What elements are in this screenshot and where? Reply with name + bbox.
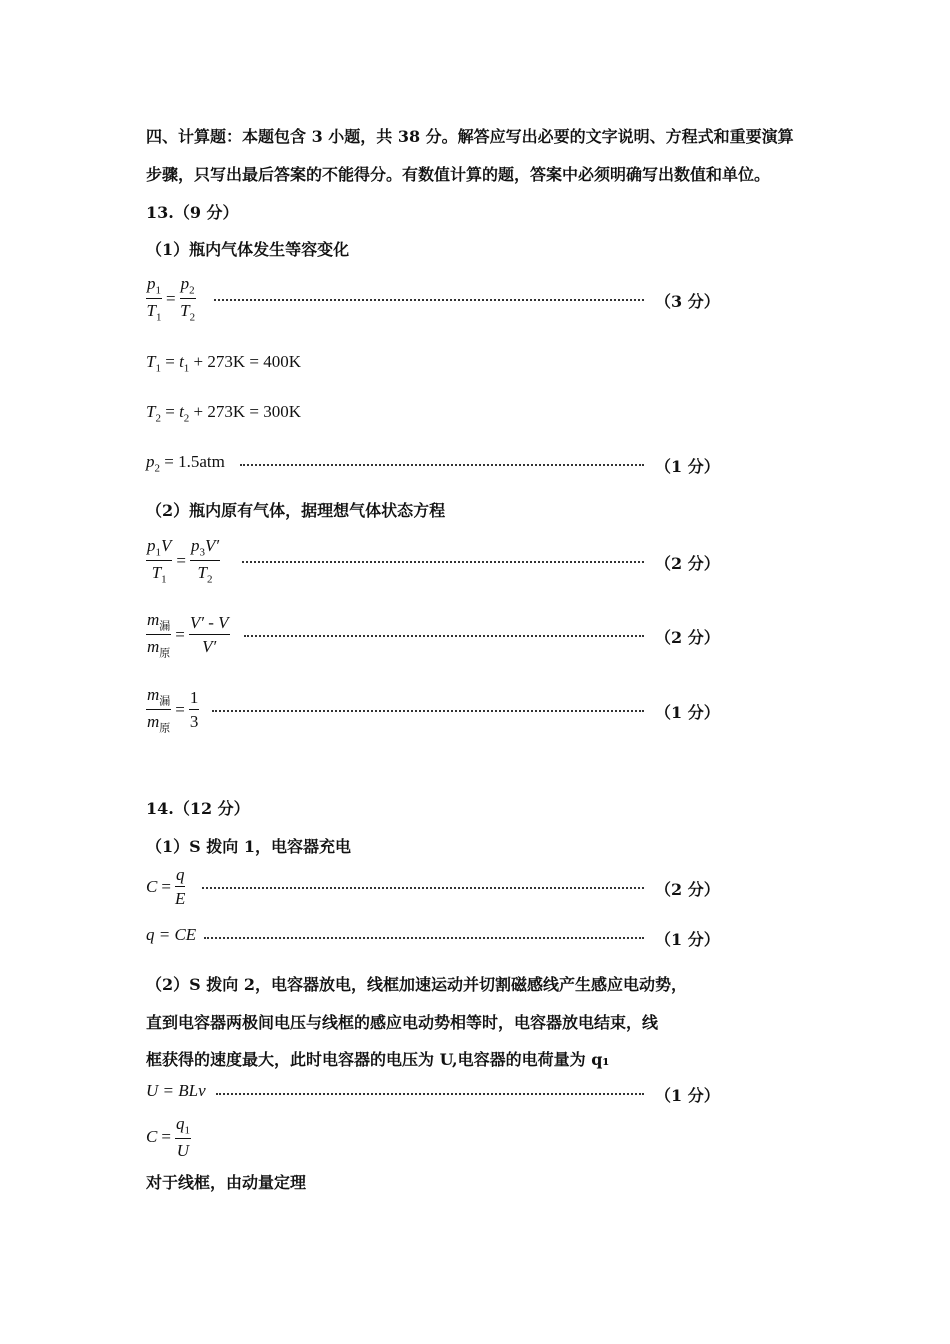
leader-dots: [214, 287, 644, 301]
q13-eq1-score: （3 分）: [655, 292, 720, 311]
q13-eq4: $p_2 = 1.5atm$: [146, 452, 225, 475]
q14-eq1-score: （2 分）: [655, 880, 720, 899]
orig-sub: 原: [159, 647, 171, 660]
one: 1: [189, 688, 200, 710]
q14-part2-line2: 直到电容器两极间电压与线框的感应电动势相等时，电容器放电结束，线: [146, 1013, 659, 1032]
leader-dots: [204, 925, 644, 939]
q14-header: 14.（12 分）: [146, 799, 250, 818]
section-title-line1: 四、计算题：本题包含 3 小题，共 38 分。解答应写出必要的文字说明、方程式和重要演算: [146, 127, 794, 146]
q14-part2-line3: 框获得的速度最大，此时电容器的电压为 U,电容器的电荷量为 q₁: [146, 1050, 610, 1069]
q13-part2: （2）瓶内原有气体，据理想气体状态方程: [146, 501, 446, 520]
q13-eq6: $\frac{m_漏}{m_原}$ = $\frac{V' - V}{V'}$: [147, 609, 229, 660]
q13-eq3-value: + 273K = 300K: [193, 402, 302, 421]
leader-dots: [242, 549, 644, 563]
q14-last-line: 对于线框，由动量定理: [146, 1173, 307, 1192]
leader-dots: [244, 623, 644, 637]
q13-eq6-score: （2 分）: [655, 628, 720, 647]
q14-part2-line1: （2）S 拨向 2，电容器放电，线框加速运动并切割磁感线产生感应电动势，: [146, 975, 687, 994]
section-title-line2: 步骤，只写出最后答案的不能得分。有数值计算的题，答案中必须明确写出数值和单位。: [146, 165, 771, 184]
q14-eq2-score: （1 分）: [655, 930, 720, 949]
orig-sub: 原: [159, 722, 171, 735]
leader-dots: [212, 698, 644, 712]
q14-eq1: C = $\frac{q}{E}$: [146, 865, 186, 908]
q14-eq3-score: （1 分）: [655, 1086, 720, 1105]
q14-eq2: q = CE: [146, 925, 197, 944]
vprime: V′: [202, 637, 217, 656]
q13-header: 13.（9 分）: [146, 203, 239, 222]
q14-eq4: C = $\frac{q_1}{U}$: [146, 1113, 190, 1160]
leader-dots: [202, 875, 644, 889]
q13-eq5-score: （2 分）: [655, 554, 720, 573]
q13-eq7-score: （1 分）: [655, 703, 720, 722]
vdiff: V′ - V: [189, 613, 230, 635]
q14-part1: （1）S 拨向 1，电容器充电: [146, 837, 351, 856]
leak-sub: 漏: [159, 695, 171, 708]
q13-eq4-score: （1 分）: [655, 457, 720, 476]
q13-part1: （1）瓶内气体发生等容变化: [146, 240, 350, 259]
q14-eq3: U = BLv: [146, 1081, 206, 1100]
q13-eq7: $\frac{m_漏}{m_原}$ = $\frac{1}{3}$: [147, 684, 199, 735]
leader-dots: [240, 452, 644, 466]
leader-dots: [216, 1081, 644, 1095]
q13-eq4-value: = 1.5atm: [164, 452, 225, 471]
three: 3: [189, 712, 199, 731]
q13-eq5: $\frac{p_1V}{T_1}$ = $\frac{p_3V'}{T_2}$: [147, 535, 220, 586]
q13-eq2: $T_1 = t_1 + 273K = 400K$: [146, 352, 302, 375]
q13-eq3: $T_2 = t_2 + 273K = 300K$: [146, 402, 302, 425]
q13-eq2-value: + 273K = 400K: [193, 352, 302, 371]
leak-sub: 漏: [159, 620, 171, 633]
q13-eq1: $\frac{p_1}{T_1}$ = $\frac{p_2}{T_2}$: [146, 273, 196, 324]
